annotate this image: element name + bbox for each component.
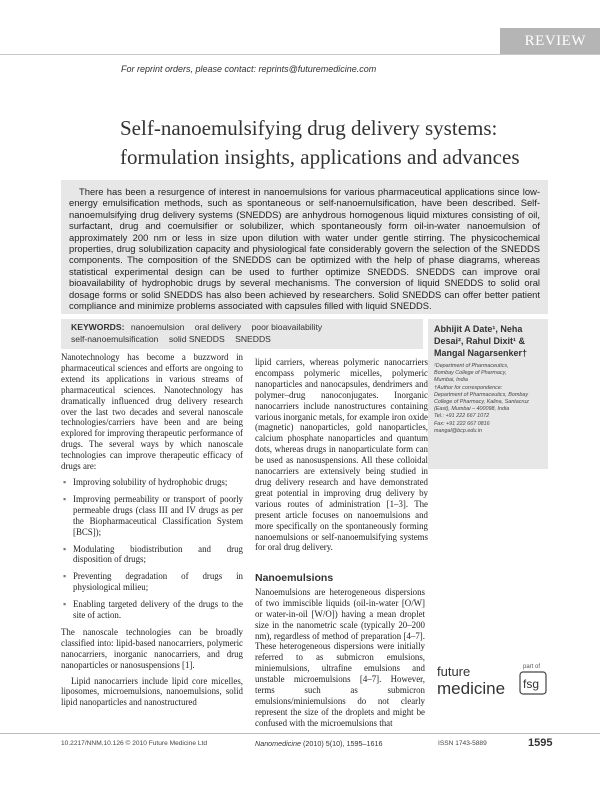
list-item-text: Modulating biodistribution and drug disposition of drugs; xyxy=(73,543,243,565)
bullet-icon: ▪ xyxy=(63,571,67,582)
keywords-box xyxy=(61,319,423,349)
section-tab-label: REVIEW xyxy=(524,32,586,49)
affiliation-line: College of Pharmacy, Kalina, Santacruz xyxy=(434,399,529,406)
list-item-text: Improving permeability or transport of poorly permeable drugs (class III and IV drugs as per the Biopharmaceutical Classification System [BCS]); xyxy=(73,493,243,537)
affiliation-email[interactable]: mangal@bcp.edu.in xyxy=(434,427,483,434)
body-paragraph: lipid carriers, whereas polymeric nanocarriers encompass polymeric micelles, polymeric nanoparticles and nanocapsules, dendrimers and polymer–drug nanoconjugates. Inorganic nanocarriers include nanostructures containing various inorganic metals, for example iron oxide (magnetic) nanoparticles, gold nanoparticles, calcium phosphate nanoparticles and quantum dots, whereas drugs in nanoparticulate form can be used as nanosuspensions. All these colloidal nanocarriers are extensively being studied in drug delivery research and have demonstrated great potential in improving drug delivery by various routes of administration [1–3]. The present article focuses on nanoemulsions and more specifically on the spontaneously forming nanoemulsions or self-nanoemulsifying systems for oral drug delivery. xyxy=(255,357,428,553)
keywords-label: KEYWORDS: xyxy=(71,322,125,332)
reprint-notice: For reprint orders, please contact: reprints@futuremedicine.com xyxy=(121,64,377,74)
body-paragraph: Nanotechnology has become a buzzword in pharmaceutical sciences and efforts are ongoing to extend its applications in various streams of pharmaceutical sciences. Nanotechnology has dramatically influenced drug delivery research over the last two decades and several nanoscale technologies/carriers have been and are being explored for improving therapeutic performance of drugs. The several ways by which nanoscale technologies can improve therapeutic efficacy of drugs are: xyxy=(61,352,243,472)
keyword: oral delivery xyxy=(194,322,242,332)
affiliation-line: Fax: +91 222 667 0816 xyxy=(434,420,490,427)
logo-line-1: future xyxy=(437,664,471,679)
section-tab xyxy=(500,28,600,54)
bullet-icon: ▪ xyxy=(63,493,67,504)
body-column-2 xyxy=(255,357,428,558)
footer-doi: 10.2217/NNM.10.126 © 2010 Future Medicine Ltd xyxy=(61,740,207,747)
list-item xyxy=(61,599,243,621)
bullet-icon: ▪ xyxy=(63,599,67,610)
list-item xyxy=(61,571,243,593)
list-item xyxy=(61,477,243,488)
author-names: Abhijit A Date¹, Neha Desai², Rahul Dixit¹ & Mangal Nagarsenker† xyxy=(434,324,528,358)
keywords-line-2 xyxy=(71,334,413,346)
keyword: poor bioavailability xyxy=(251,322,323,332)
affiliation-line: Mumbai, India xyxy=(434,377,468,384)
article-title xyxy=(120,114,560,172)
body-paragraph: Lipid nanocarriers include lipid core micelles, liposomes, microemulsions, nanoemulsions, solid lipid nanoparticles and nanostructured xyxy=(61,675,243,708)
affiliation-line: Bombay College of Pharmacy, xyxy=(434,370,507,377)
citation-details: (2010) 5(10), 1595–1616 xyxy=(302,739,383,748)
footer-issn: ISSN 1743-5889 xyxy=(438,740,487,747)
affiliation-line: Tel.: +91 222 667 1072 xyxy=(434,413,490,420)
bullet-icon: ▪ xyxy=(63,543,67,554)
affiliation-line: (East), Mumbai – 400098, India xyxy=(434,406,510,413)
keyword: solid SNEDDS xyxy=(168,333,225,344)
body-column-1 xyxy=(61,352,243,713)
authors-box xyxy=(428,319,548,469)
bullet-icon: ▪ xyxy=(63,476,67,487)
top-rule xyxy=(0,54,600,55)
logo-line-2: medicine xyxy=(437,679,506,698)
body-paragraph: The nanoscale technologies can be broadly classified into: lipid-based nanocarriers, polymeric nanocarriers, inorganic nanocarriers, and drug nanoparticles or nanosuspensions [1]. xyxy=(61,626,243,670)
section-heading: Nanoemulsions xyxy=(255,572,334,584)
footer-rule xyxy=(0,733,600,734)
affiliation-line: ¹Department of Pharmaceutics, xyxy=(434,363,509,369)
list-item-text: Enabling targeted delivery of the drugs to the site of action. xyxy=(73,599,243,621)
keyword: nanoemulsion xyxy=(130,322,185,332)
affiliation-line: †Author for correspondence: xyxy=(434,384,503,391)
logo-part-of: part of xyxy=(523,664,541,670)
author-affiliations xyxy=(434,363,542,435)
list-item xyxy=(61,494,243,538)
journal-name: Nanomedicine xyxy=(255,739,301,748)
footer-citation xyxy=(255,739,382,748)
title-line-2: formulation insights, applications and advances xyxy=(120,145,520,169)
body-column-2-lower xyxy=(255,573,425,734)
fsg-logo-text: fsg xyxy=(523,677,540,691)
title-line-1: Self-nanoemulsifying drug delivery systems: xyxy=(120,116,498,140)
benefits-list xyxy=(61,477,243,621)
page-number: 1595 xyxy=(528,737,553,749)
list-item-text: Improving solubility of hydrophobic drugs; xyxy=(73,476,228,487)
future-medicine-logo xyxy=(437,660,547,700)
list-item-text: Preventing degradation of drugs in physiological milieu; xyxy=(73,571,243,593)
affiliation-line: Department of Pharmaceutics, Bombay xyxy=(434,391,529,398)
keyword: self-nanoemulsification xyxy=(71,333,159,344)
keyword: SNEDDS xyxy=(235,333,271,344)
body-paragraph: Nanoemulsions are heterogeneous dispersions of two immiscible liquids (oil-in-water [O/W] or water-in-oil [W/O]) having a mean droplet size in the nanometric scale (typically 20–200 nm), regardless of method of preparation [4–7]. These heterogeneous dispersions were initially referred to as submicron emulsions, miniemulsions, ultrafine emulsions and unstable microemulsions [4–7]. However, terms such as submicron emulsions/miniemulsions do not clearly represent the size of the droplets and might be confused with the microemulsions that xyxy=(255,586,425,728)
keywords-line-1 xyxy=(71,322,413,334)
abstract-text: There has been a resurgence of interest in nanoemulsions for various pharmaceutical applications since low-energy emulsification methods, such as spontaneous or self-nanoemulsification, have been described. Self-nanoemulsifying drug delivery systems (SNEDDS) are anhydrous homogenous liquid mixtures consisting of oil, surfactant, drug and coemulsifier or solubilizer, which spontaneously form oil-in-water nanoemulsion of approximately 200 nm or less in size upon dilution with water under gentle stirring. The physicochemical properties, drug solubilization capacity and physiological fate considerably govern the selection of the SNEDDS components. The composition of the SNEDDS can be optimized with the help of phase diagrams, whereas statistical experimental design can be used to further optimize SNEDDS. SNEDDS can improve oral bioavailability of hydrophobic drugs by several mechanisms. The conversion of liquid SNEDDS to solid oral dosage forms or solid SNEDDS has also been achieved by researchers. Solid SNEDDS can offer better patient compliance and minimize problems associated with capsules filled with liquid SNEDDS. xyxy=(69,186,540,312)
list-item xyxy=(61,544,243,566)
abstract-box xyxy=(61,180,548,314)
